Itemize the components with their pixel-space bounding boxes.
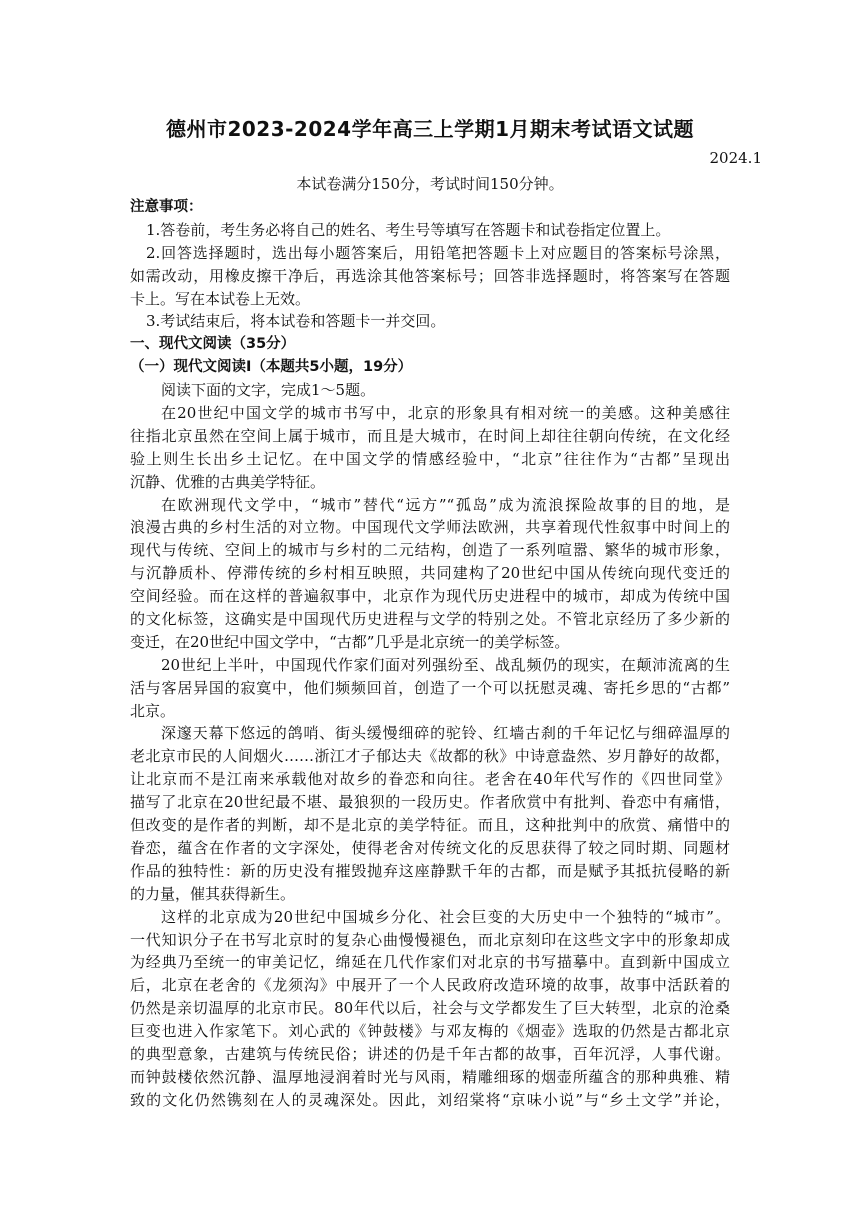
passage-line: 北京。 <box>130 701 176 720</box>
paragraph-2 <box>130 494 730 654</box>
passage-line: 老北京市民的人间烟火……浙江才子郁达夫《故都的秋》中诗意盎然、岁月静好的故都， <box>130 747 730 766</box>
paragraph-5 <box>130 906 730 1112</box>
section-heading: 一、现代文阅读（35分） <box>130 336 296 353</box>
exam-info: 本试卷满分150分，考试时间150分钟。 <box>296 175 564 193</box>
passage-line: 眷恋，蕴含在作者的文字深处，使得老舍对传统文化的反思获得了较之同时期、同题材 <box>130 838 730 857</box>
passage-line: 空间经验。而在这样的普遍叙事中，北京作为现代历史进程中的城市，却成为传统中国 <box>130 587 730 606</box>
notice-item-2-line-3: 卡上。写在本试卷上无效。 <box>130 289 311 308</box>
passage-line: 20世纪上半叶，中国现代作家们面对列强纷至、战乱频仍的现实，在颠沛流离的生 <box>161 655 730 674</box>
reading-instruction: 阅读下面的文字，完成1～5题。 <box>161 381 376 400</box>
exam-body <box>130 196 730 1112</box>
passage-line: 的典型意象，古建筑与传统民俗；讲述的仍是千年古都的故事，百年沉浮，人事代谢。 <box>130 1044 730 1063</box>
passage-line: 浪漫古典的乡村生活的对立物。中国现代文学师法欧洲，共享着现代性叙事中时间上的 <box>130 518 730 537</box>
passage-line: 往指北京虽然在空间上属于城市，而且是大城市，在时间上却往往朝向传统，在文化经 <box>130 426 730 445</box>
passage-line: 的文化标签，这确实是中国现代历史进程与文学的特别之处。不管北京经历了多少新的 <box>130 610 730 629</box>
passage-line: 深邃天幕下悠远的鸽哨、街头缓慢细碎的驼铃、红墙古刹的千年记忆与细碎温厚的 <box>161 724 730 743</box>
passage-line: 仍然是亲切温厚的北京市民。80年代以后，社会与文学都发生了巨大转型，北京的沧桑 <box>130 999 730 1018</box>
passage-line: 变迁，在20世纪中国文学中，“古都”几乎是北京统一的美学标签。 <box>130 632 570 651</box>
notice-heading: 注意事项： <box>130 199 203 215</box>
passage-line: 为经典乃至统一的审美记忆，绵延在几代作家们对北京的书写描摹中。直到新中国成立 <box>130 953 730 972</box>
passage-line: 的力量，催其获得新生。 <box>130 884 296 903</box>
notice-item-3: 3.考试结束后，将本试卷和答题卡一并交回。 <box>146 312 446 331</box>
passage-line: 活与客居异国的寂寞中，他们频频回首，创造了一个可以抚慰灵魂、寄托乡思的“古都” <box>130 678 730 697</box>
passage-line: 一代知识分子在书写北京时的复杂心曲慢慢褪色，而北京刻印在这些文字中的形象却成 <box>130 930 730 949</box>
notice-item-1: 1.答卷前，考生务必将自己的姓名、考生号等填写在答题卡和试卷指定位置上。 <box>146 220 671 239</box>
passage-line: 而钟鼓楼依然沉静、温厚地浸润着时光与风雨，精雕细琢的烟壶所蕴含的那种典雅、精 <box>130 1067 730 1086</box>
passage-line: 让北京而不是江南来承载他对故乡的眷恋和向往。老舍在40年代写作的《四世同堂》 <box>130 770 730 789</box>
passage-line: 但改变的是作者的判断，却不是北京的美学特征。而且，这种批判中的欣赏、痛惜中的 <box>130 816 730 835</box>
paragraph-1 <box>130 402 730 494</box>
passage-line: 在20世纪中国文学的城市书写中，北京的形象具有相对统一的美感。这种美感往 <box>161 404 730 423</box>
passage-line: 巨变也进入作家笔下。刘心武的《钟鼓楼》与邓友梅的《烟壶》选取的仍然是古都北京 <box>130 1022 730 1041</box>
passage-line: 验上则生长出乡土记忆。在中国文学的情感经验中，“北京”往往作为“古都”呈现出 <box>130 449 730 468</box>
subsection-heading: （一）现代文阅读Ⅰ（本题共5小题，19分） <box>130 359 413 376</box>
passage-line: 描写了北京在20世纪最不堪、最狼狈的一段历史。作者欣赏中有批判、眷恋中有痛惜， <box>130 793 730 812</box>
paragraph-3 <box>130 654 730 723</box>
passage-line: 与沉静质朴、停滞传统的乡村相互映照，共同建构了20世纪中国从传统向现代变迁的 <box>130 564 730 583</box>
notice-item-2-line-2: 如需改动，用橡皮擦干净后，再选涂其他答案标号；回答非选择题时，将答案写在答题 <box>130 266 730 285</box>
paragraph-4 <box>130 722 730 905</box>
passage-line: 后，北京在老舍的《龙须沟》中展开了一个人民政府改造环境的故事，故事中活跃着的 <box>130 976 730 995</box>
passage-line: 沉静、优雅的古典美学特征。 <box>130 472 326 491</box>
exam-date: 2024.1 <box>709 149 762 167</box>
notice-item-2-line-1: 2.回答选择题时，选出每小题答案后，用铅笔把答题卡上对应题目的答案标号涂黑， <box>146 243 730 262</box>
exam-title: 德州市2023-2024学年高三上学期1月期末考试语文试题 <box>165 117 695 141</box>
passage-line: 致的文化仍然镌刻在人的灵魂深处。因此，刘绍棠将“京味小说”与“乡土文学”并论， <box>130 1090 730 1109</box>
passage-line: 现代与传统、空间上的城市与乡村的二元结构，创造了一系列喧嚣、繁华的城市形象， <box>130 541 730 560</box>
passage-line: 作品的独特性：新的历史没有摧毁抛弃这座静默千年的古都，而是赋予其抵抗侵略的新 <box>130 861 730 880</box>
passage-line: 在欧洲现代文学中，“城市”替代“远方”“孤岛”成为流浪探险故事的目的地，是 <box>161 495 730 514</box>
passage-line: 这样的北京成为20世纪中国城乡分化、社会巨变的大历史中一个独特的“城市”。 <box>161 907 730 926</box>
